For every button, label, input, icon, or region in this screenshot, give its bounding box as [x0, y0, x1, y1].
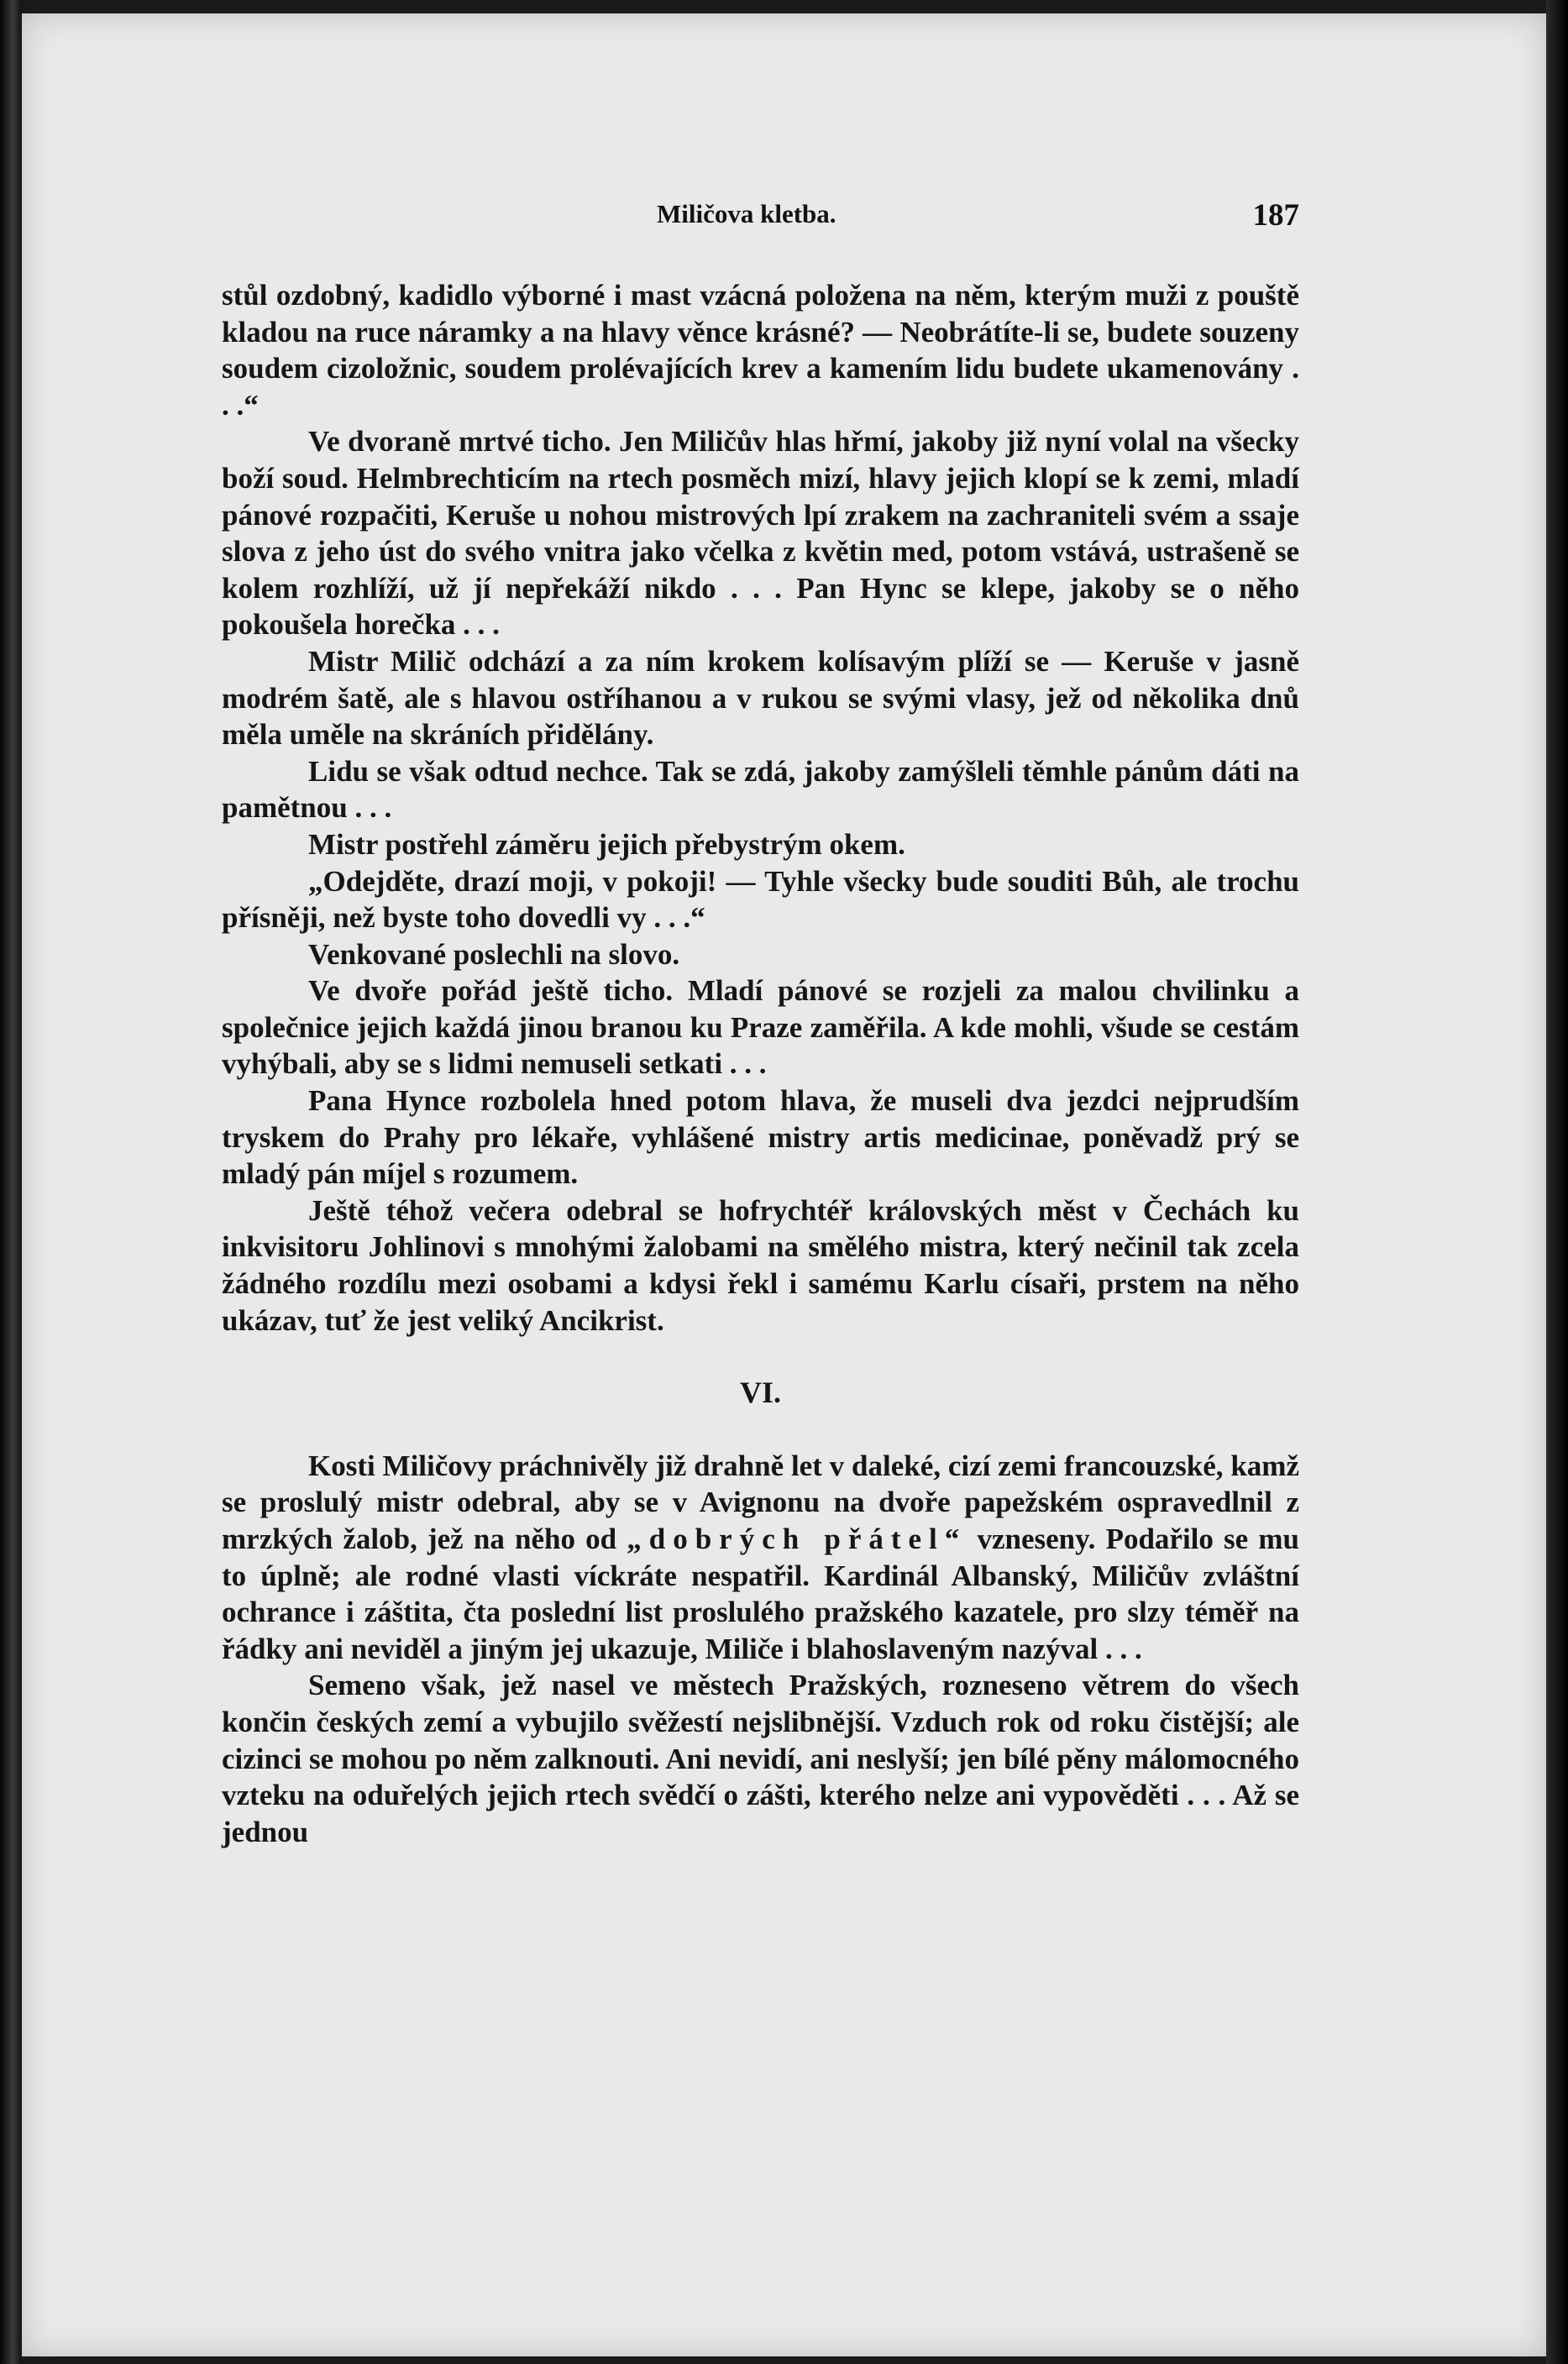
- paragraph: Mistr postřehl záměru jejich přebystrým okem.: [308, 827, 905, 861]
- page-number: 187: [1252, 198, 1299, 233]
- paragraph: Venkované poslechli na slovo.: [308, 937, 680, 971]
- paragraph: stůl ozdobný, kadidlo výborné i mast vzácná položena na něm, kterým muži z pouště kladou na ruce náramky a na hlavy věnce krásné? — Neobrátíte-li se, budete souzeny soudem cizoložnic, soudem prolévajících krev a kamením lidu budete ukamenovány . . .“: [222, 279, 1299, 422]
- page-edge: [1546, 0, 1568, 2364]
- paragraph: Pana Hynce rozbolela hned potom hlava, že museli dva jezdci nejprudším tryskem do Prahy pro lékaře, vyhlášené mistry artis medicinae, poněvadž prý se mladý pán míjel s rozumem.: [222, 1084, 1299, 1191]
- paragraph: Ve dvoře pořád ještě ticho. Mladí pánové se rozjeli za malou chvilinku a společnice jejich každá jinou branou ku Praze zaměřila. A kde mohli, všude se cestám vyhýbali, aby se s lidmi nemuseli setkati . . .: [222, 974, 1299, 1081]
- spaced-phrase: „dobrých přátel“: [627, 1523, 968, 1555]
- paragraph-text: Kosti Miličovy práchnivěly již drahně let v daleké, cizí zemi francouzské, kamž se proslulý mistr odebral, aby se v Avignonu na dvoře papežském ospravedlnil z mrzkých žalob, jež na něho od: [222, 1449, 1299, 1555]
- chapter-heading: VI.: [739, 1376, 781, 1410]
- body-text: [222, 277, 1299, 1850]
- paragraph: Mistr Milič odchází a za ním krokem kolísavým plíží se — Keruše v jasně modrém šatě, ale s hlavou ostříhanou a v rukou se svými vlasy, jež od několika dnů měla uměle na skráních přidělány.: [222, 644, 1299, 752]
- paragraph: Ve dvoraně mrtvé ticho. Jen Miličův hlas hřmí, jakoby již nyní volal na všecky boží soud. Helmbrechticím na rtech posměch mizí, hlavy jejich klopí se k zemi, mladí pánové rozpačiti, Keruše u nohou mistrových lpí zrakem na zachraniteli svém a ssaje slova z jeho úst do svého vnitra jako včelka z květin med, potom vstává, ustrašeně se kolem rozhlíží, už jí nepřekáží nikdo . . . Pan Hync se klepe, jakoby se o něho pokoušela horečka . . .: [222, 425, 1299, 642]
- running-title: Miličova kletba.: [657, 199, 836, 228]
- paragraph-text: vzneseny. Podařilo se mu to úplně; ale rodné vlasti víckráte nespatřil. Kardinál Albanský, Miličův zvláštní ochrance i záštita, čta poslední list proslulého pražského kazatele, pro slzy téměř na řádky ani neviděl a jiným jej ukazuje, Miliče i blahoslaveným nazýval . . .: [222, 1523, 1299, 1665]
- page-header: [199, 199, 1299, 233]
- book-spine: [0, 0, 22, 2364]
- paragraph: Ještě téhož večera odebral se hofrychtéř královských měst v Čechách ku inkvisitoru Johlinovi s mnohými žalobami na smělého mistra, který nečinil tak zcela žádného rozdílu mezi osobami a kdysi řekl i samému Karlu císaři, prstem na něho ukázav, tuť že jest veliký Ancikrist.: [222, 1193, 1299, 1337]
- paragraph: Semeno však, jež nasel ve městech Pražských, rozneseno větrem do všech končin českých zemí a vybujilo svěžestí nejslibnější. Vzduch rok od roku čistější; ale cizinci se mohou po něm zalknouti. Ani nevidí, ani neslyší; jen bílé pěny málomocného vzteku na oduřelých jejich rtech svědčí o zášti, kterého nelze ani vypověděti . . . Až se jednou: [222, 1669, 1299, 1848]
- paragraph: Lidu se však odtud nechce. Tak se zdá, jakoby zamýšleli těmhle pánům dáti na pamětnou . . .: [222, 754, 1299, 825]
- paragraph: [222, 1448, 1299, 1668]
- paragraph: „Odejděte, drazí moji, v pokoji! — Tyhle všecky bude souditi Bůh, ale trochu přísněji, než byste toho dovedli vy . . .“: [222, 864, 1299, 935]
